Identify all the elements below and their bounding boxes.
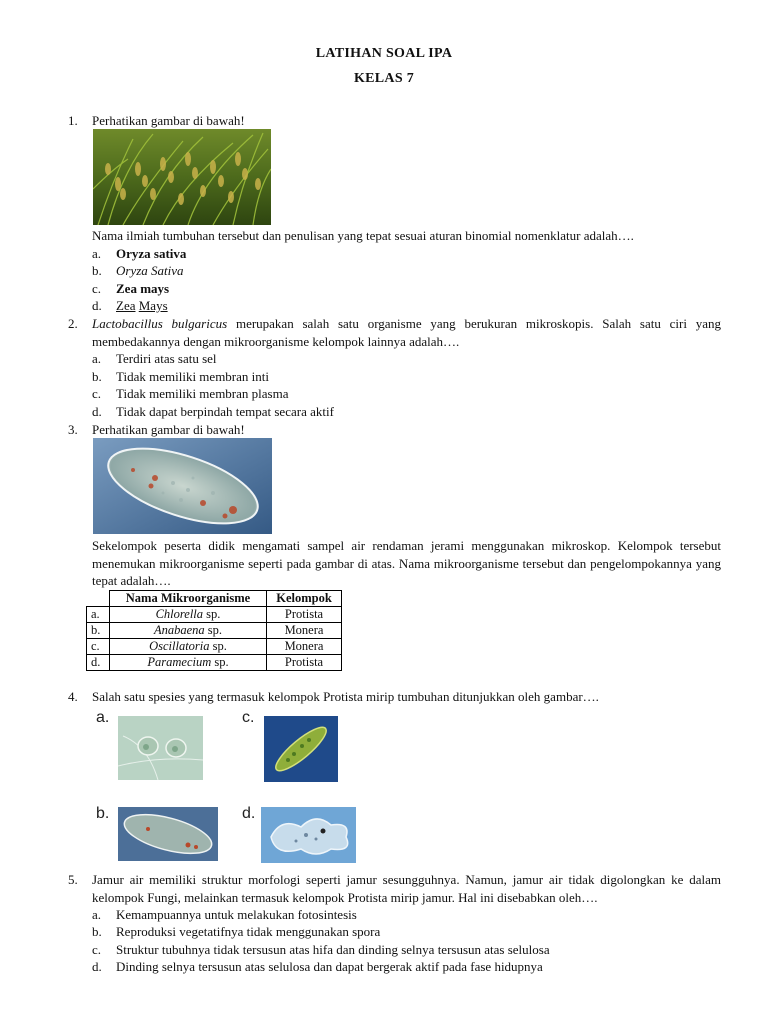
q2-option-c-label: c. bbox=[92, 386, 102, 401]
table-row-group: Monera bbox=[267, 639, 342, 655]
q2-option-d[interactable] bbox=[92, 403, 334, 421]
table-row[interactable] bbox=[87, 623, 342, 639]
q1-option-c[interactable] bbox=[92, 280, 169, 298]
paramecium-photo bbox=[93, 438, 272, 534]
q1-option-d-label: d. bbox=[92, 298, 102, 313]
table-row-sp: sp. bbox=[203, 607, 221, 621]
table-header-group: Kelompok bbox=[267, 591, 342, 607]
q4-image-d-amoeba[interactable] bbox=[261, 807, 356, 863]
table-row-genus: Chlorella bbox=[155, 607, 204, 621]
table-row-label: d. bbox=[87, 655, 110, 671]
table-row-name bbox=[110, 639, 267, 655]
q2-number: 2. bbox=[68, 316, 78, 331]
q5-option-b-label: b. bbox=[92, 924, 102, 939]
q4-image-a-label: a. bbox=[96, 709, 110, 726]
q5-option-d-label: d. bbox=[92, 959, 102, 974]
q5-option-a-label: a. bbox=[92, 907, 102, 922]
q2-option-d-text: Tidak dapat berpindah tempat secara aktif bbox=[116, 404, 334, 419]
q2-option-a-text: Terdiri atas satu sel bbox=[116, 351, 217, 366]
q1-option-d-text-2: Mays bbox=[138, 298, 168, 313]
rice-plant-photo bbox=[93, 129, 271, 225]
q1-option-d-text-1: Zea bbox=[116, 298, 136, 313]
q1-question: Nama ilmiah tumbuhan tersebut dan penulisan yang tepat sesuai aturan binomial nomenklatur adalah…. bbox=[92, 228, 634, 243]
q2-species: Lactobacillus bulgaricus bbox=[92, 316, 228, 331]
q1-option-a-label: a. bbox=[92, 246, 102, 261]
q2-question-text: merupakan salah satu organisme yang berukuran mikroskopis. Salah satu ciri yang membedakannya dengan mikroorganisme kelompok lainnya adalah…. bbox=[92, 316, 721, 349]
q3-number: 3. bbox=[68, 422, 78, 437]
q3-prompt: Perhatikan gambar di bawah! bbox=[92, 422, 245, 437]
q1-number: 1. bbox=[68, 113, 78, 128]
q2-option-b-label: b. bbox=[92, 369, 102, 384]
q2-option-d-label: d. bbox=[92, 404, 102, 419]
q4-image-b-label: b. bbox=[96, 805, 110, 822]
table-row-group: Protista bbox=[267, 655, 342, 671]
q5-option-c-text: Struktur tubuhnya tidak tersusun atas hifa dan dinding selnya tersusun atas selulosa bbox=[116, 942, 550, 957]
table-row-sp: sp. bbox=[204, 623, 223, 637]
q4-question: Salah satu spesies yang termasuk kelompok Protista mirip tumbuhan ditunjukkan oleh gambar…. bbox=[92, 689, 599, 704]
q1-option-b-label: b. bbox=[92, 263, 102, 278]
q4-image-d-label: d. bbox=[242, 805, 256, 822]
q1-option-d[interactable] bbox=[92, 297, 168, 315]
q2-option-b-text: Tidak memiliki membran inti bbox=[116, 369, 269, 384]
table-row-name bbox=[110, 623, 267, 639]
page-subtitle: KELAS 7 bbox=[353, 71, 415, 86]
table-row-genus: Paramecium bbox=[147, 655, 212, 669]
table-row-name bbox=[110, 655, 267, 671]
q4-image-c-label: c. bbox=[242, 709, 255, 726]
q2-option-c-text: Tidak memiliki membran plasma bbox=[116, 386, 289, 401]
table-row[interactable] bbox=[87, 655, 342, 671]
table-row-group: Monera bbox=[267, 623, 342, 639]
table-row[interactable] bbox=[87, 639, 342, 655]
table-row-label: a. bbox=[87, 607, 110, 623]
table-row-genus: Oscillatoria bbox=[149, 639, 210, 653]
q1-option-c-text: Zea mays bbox=[116, 281, 170, 296]
q1-prompt: Perhatikan gambar di bawah! bbox=[92, 113, 245, 128]
q5-option-a-text: Kemampuannya untuk melakukan fotosintesis bbox=[116, 907, 357, 922]
table-row-group: Protista bbox=[267, 607, 342, 623]
table-row[interactable] bbox=[87, 607, 342, 623]
q5-question: Jamur air memiliki struktur morfologi seperti jamur sesungguhnya. Namun, jamur air tidak digolongkan ke dalam kelompok Fungi, melainkan termasuk kelompok Protista mirip jamur. Hal ini disebabkan oleh…. bbox=[92, 872, 721, 905]
table-row-sp: sp. bbox=[211, 655, 229, 669]
q5-option-c[interactable] bbox=[92, 941, 550, 959]
q1-option-c-label: c. bbox=[92, 281, 102, 296]
q5-option-d-text: Dinding selnya tersusun atas selulosa dan dapat bergerak aktif pada fase hidupnya bbox=[116, 959, 543, 974]
q4-image-b-paramecium[interactable] bbox=[118, 807, 218, 861]
q1-option-a[interactable] bbox=[92, 245, 186, 263]
table-row-label: c. bbox=[87, 639, 110, 655]
table-row-name bbox=[110, 607, 267, 623]
q2-option-a-label: a. bbox=[92, 351, 102, 366]
q1-option-a-text: Oryza sativa bbox=[116, 246, 187, 261]
table-header-row bbox=[87, 591, 342, 607]
q4-image-c-euglena[interactable] bbox=[264, 716, 338, 782]
table-row-genus: Anabaena bbox=[153, 623, 205, 637]
q5-option-c-label: c. bbox=[92, 942, 102, 957]
table-header-blank bbox=[87, 591, 110, 607]
q4-image-a-chlamydomonas[interactable] bbox=[118, 716, 203, 780]
q5-option-a[interactable] bbox=[92, 906, 357, 924]
q5-option-b-text: Reproduksi vegetatifnya tidak menggunakan spora bbox=[116, 924, 381, 939]
q2-option-c[interactable] bbox=[92, 385, 288, 403]
q1-option-b-text: Oryza Sativa bbox=[116, 263, 184, 278]
q1-option-b[interactable] bbox=[92, 262, 184, 280]
table-row-label: b. bbox=[87, 623, 110, 639]
q2-option-b[interactable] bbox=[92, 368, 269, 386]
q4-number: 4. bbox=[68, 689, 78, 704]
q2-option-a[interactable] bbox=[92, 350, 217, 368]
q5-number: 5. bbox=[68, 872, 78, 887]
q3-answer-table bbox=[86, 590, 342, 671]
table-row-sp: sp. bbox=[209, 639, 227, 653]
table-header-name: Nama Mikroorganisme bbox=[110, 591, 267, 607]
q5-option-d[interactable] bbox=[92, 958, 543, 976]
page-title: LATIHAN SOAL IPA bbox=[315, 46, 453, 61]
q2-question bbox=[92, 315, 721, 350]
q5-option-b[interactable] bbox=[92, 923, 380, 941]
q3-question: Sekelompok peserta didik mengamati sampel air rendaman jerami menggunakan mikroskop. Kelompok tersebut menemukan mikroorganisme seperti pada gambar di atas. Nama mikroorganisme tersebut dan pengelompokannya yang tepat adalah…. bbox=[92, 538, 721, 588]
